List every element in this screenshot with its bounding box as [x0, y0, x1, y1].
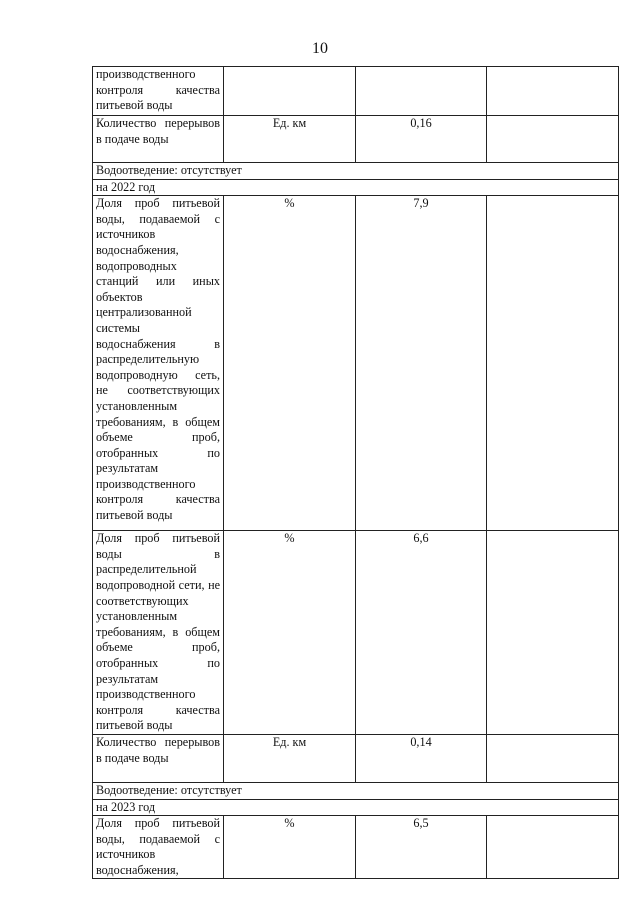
section-row	[93, 799, 619, 816]
indicator-cell: Доля проб питьевой воды, подаваемой с источников водоснабжения,	[93, 816, 224, 879]
value-cell: 6,5	[356, 816, 487, 879]
indicator-cell: производственного контроля качества питьевой воды	[93, 67, 224, 116]
table-row	[93, 734, 619, 782]
indicator-cell: Доля проб питьевой воды в распределительной водопроводной сети, не соответствующих установленным требованиям, в общем объеме проб, отобранных по результатам производственного контроля качества питьевой воды	[93, 531, 224, 735]
section-label: Водоотведение: отсутствует	[93, 782, 619, 799]
extra-cell	[487, 116, 619, 163]
indicator-cell: Количество перерывов в подаче воды	[93, 734, 224, 782]
section-row	[93, 179, 619, 196]
extra-cell	[487, 734, 619, 782]
indicators-table	[92, 66, 619, 879]
section-label: на 2023 год	[93, 799, 619, 816]
table-row	[93, 196, 619, 531]
unit-cell: %	[224, 196, 356, 531]
section-label: Водоотведение: отсутствует	[93, 163, 619, 180]
value-cell: 7,9	[356, 196, 487, 531]
value-cell	[356, 67, 487, 116]
unit-cell: %	[224, 816, 356, 879]
section-row	[93, 163, 619, 180]
table-row	[93, 816, 619, 879]
section-row	[93, 782, 619, 799]
value-cell: 6,6	[356, 531, 487, 735]
unit-cell: Ед. км	[224, 116, 356, 163]
indicator-cell: Доля проб питьевой воды, подаваемой с источников водоснабжения, водопроводных станций или иных объектов централизованной системы водоснабжения в распределительную водопроводную сеть, не соответствующих установленным требованиям, в общем объеме проб, отобранных по результатам производственного контроля качества питьевой воды	[93, 196, 224, 531]
unit-cell	[224, 67, 356, 116]
extra-cell	[487, 531, 619, 735]
value-cell: 0,14	[356, 734, 487, 782]
unit-cell: %	[224, 531, 356, 735]
table-row	[93, 531, 619, 735]
extra-cell	[487, 67, 619, 116]
page-number: 10	[312, 40, 328, 57]
table-row	[93, 67, 619, 116]
section-label: на 2022 год	[93, 179, 619, 196]
extra-cell	[487, 816, 619, 879]
table-row	[93, 116, 619, 163]
extra-cell	[487, 196, 619, 531]
indicator-cell: Количество перерывов в подаче воды	[93, 116, 224, 163]
value-cell: 0,16	[356, 116, 487, 163]
unit-cell: Ед. км	[224, 734, 356, 782]
